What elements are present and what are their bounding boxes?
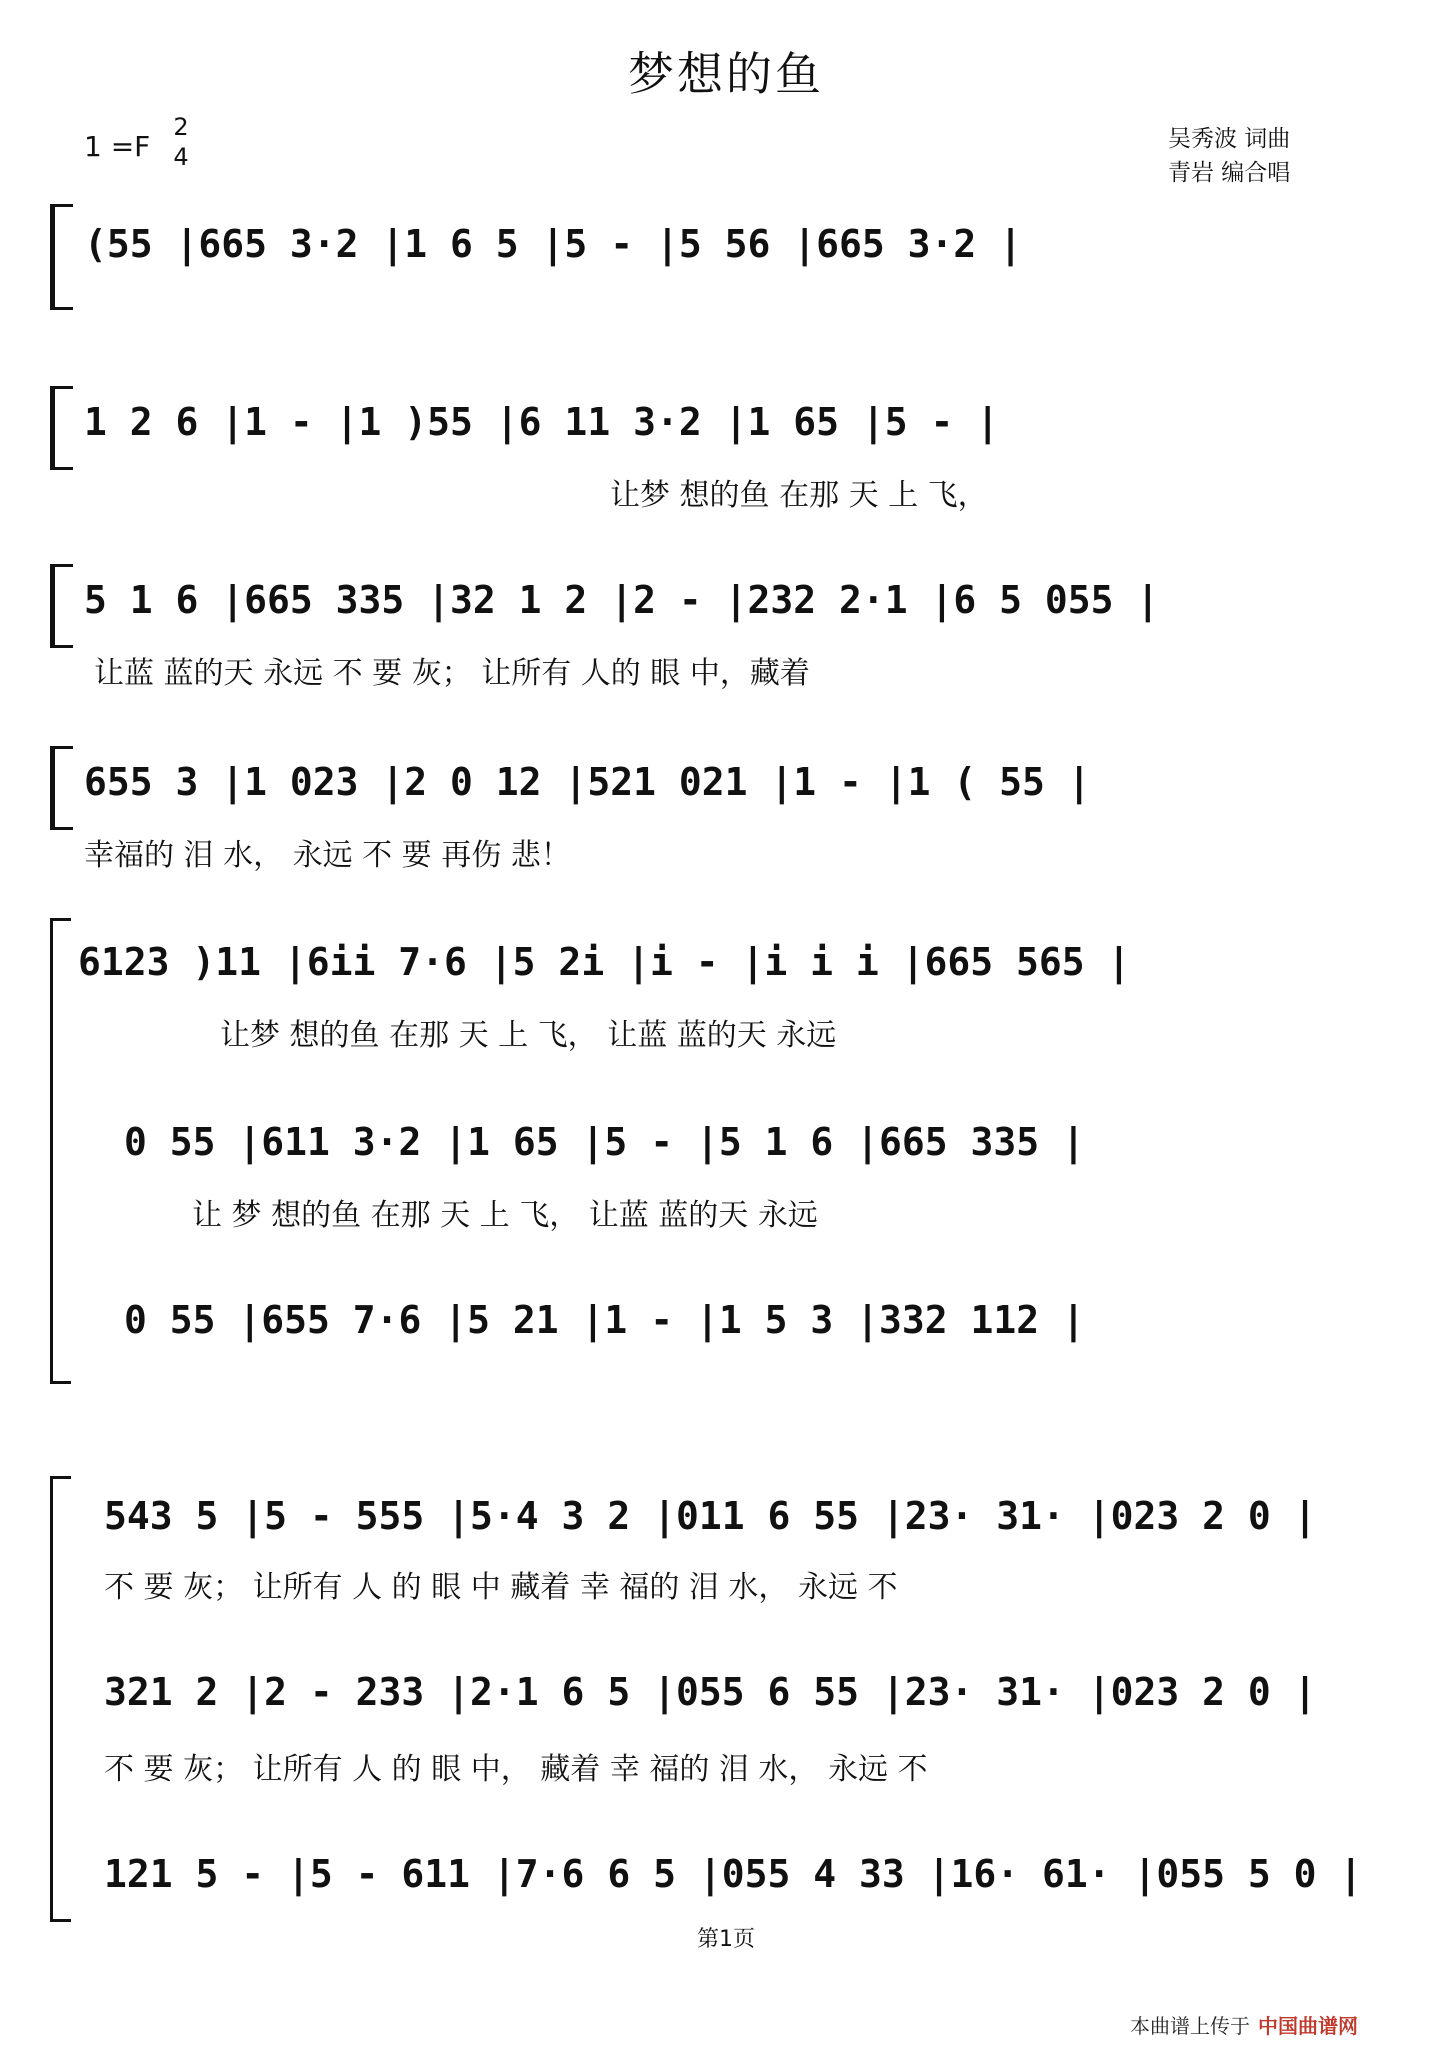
system-brace (50, 1476, 71, 1922)
lyric-line-part-2: 不 要 灰； 让所有 人 的 眼 中， 藏着 幸 福的 泪 水， 永远 不 (104, 1752, 928, 1787)
page-number: 第1页 (697, 1927, 755, 1952)
score-system-2 (50, 392, 1400, 532)
key-signature: 1 =F (84, 130, 151, 163)
notation-line: (55 |665 3·2 |1 6 5 |5 - |5 56 |665 3·2 | (84, 222, 1022, 266)
notation-line-part-1: 543 5 |5 - 555 |5·4 3 2 |011 6 55 |23· 31· |023 2 0 | (104, 1494, 1317, 1538)
score-system-5 (50, 930, 1400, 1390)
notation-line-part-2: 321 2 |2 - 233 |2·1 6 5 |055 6 55 |23· 31· |023 2 0 | (104, 1670, 1317, 1714)
lyric-line: 让蓝 蓝的天 永远 不 要 灰； 让所有 人的 眼 中，藏着 (94, 656, 810, 691)
score-title: 梦想的鱼 (628, 47, 824, 101)
notation-line: 5 1 6 |665 335 |32 1 2 |2 - |232 2·1 |6 5 055 | (84, 578, 1160, 622)
credit-lyrics-music: 吴秀波 词曲 (1168, 126, 1291, 152)
notation-line: 655 3 |1 023 |2 0 12 |521 021 |1 - |1 ( 55 | (84, 760, 1091, 804)
notation-line-part-3: 0 55 |655 7·6 |5 21 |1 - |1 5 3 |332 112 | (124, 1298, 1085, 1342)
lyric-line-part-1: 让梦 想的鱼 在那 天 上 飞， 让蓝 蓝的天 永远 (220, 1018, 837, 1053)
system-brace (50, 746, 73, 830)
system-brace (50, 204, 73, 310)
score-system-3 (50, 570, 1400, 710)
system-brace (50, 918, 71, 1384)
system-brace (50, 564, 73, 648)
lyric-line: 让梦 想的鱼 在那 天 上 飞， (610, 478, 988, 513)
upload-note (1130, 2010, 1358, 2039)
lyric-line: 幸福的 泪 水， 永远 不 要 再伤 悲！ (84, 838, 571, 873)
notation-line: 1 2 6 |1 - |1 )55 |6 11 3·2 |1 65 |5 - | (84, 400, 1000, 444)
score-system-6 (50, 1488, 1400, 1928)
lyric-line-part-2: 让 梦 想的鱼 在那 天 上 飞， 让蓝 蓝的天 永远 (192, 1198, 818, 1233)
credits (1168, 122, 1290, 190)
lyric-line-part-1: 不 要 灰； 让所有 人 的 眼 中 藏着 幸 福的 泪 水， 永远 不 (104, 1570, 898, 1605)
time-signature (168, 112, 194, 172)
score-system-1 (50, 210, 1400, 300)
time-signature-top: 2 (173, 113, 189, 141)
upload-text: 本曲谱上传于 (1130, 2014, 1250, 2038)
system-brace (50, 386, 73, 470)
notation-line-part-1: 6123 )11 |6ii 7·6 |5 2i |i - |i i i |665 565 | (78, 940, 1131, 984)
score-system-4 (50, 752, 1400, 892)
notation-line-part-3: 121 5 - |5 - 611 |7·6 6 5 |055 4 33 |16· 61· |055 5 0 | (104, 1852, 1363, 1896)
notation-line-part-2: 0 55 |611 3·2 |1 65 |5 - |5 1 6 |665 335 | (124, 1120, 1085, 1164)
credit-arrangement: 青岩 编合唱 (1168, 160, 1291, 186)
time-signature-bottom: 4 (173, 143, 189, 171)
site-logo-text: 中国曲谱网 (1258, 2014, 1358, 2038)
